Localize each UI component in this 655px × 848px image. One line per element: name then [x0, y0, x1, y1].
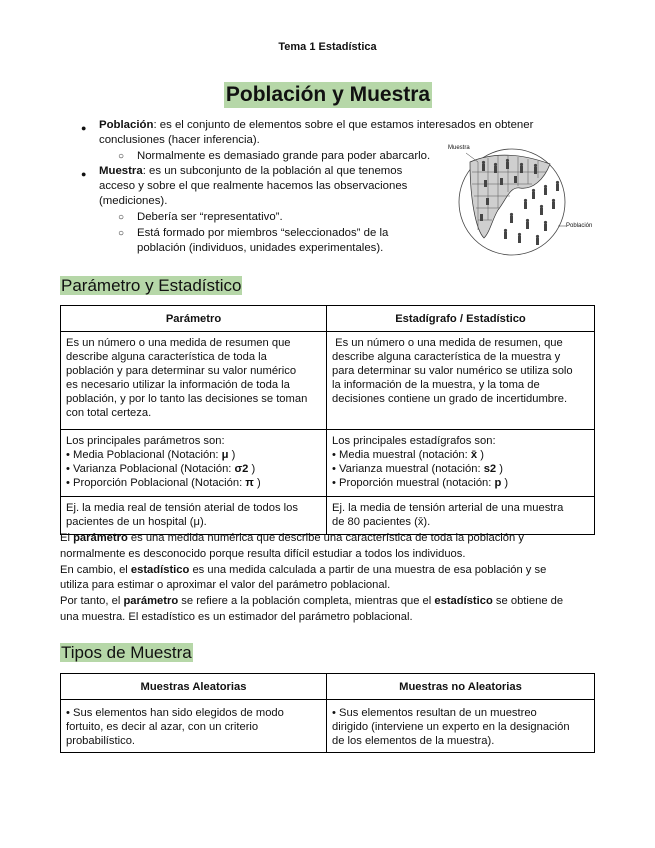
cell-line: describe alguna característica de toda la — [66, 351, 267, 363]
table-cell — [61, 497, 327, 535]
cell-line: ) — [477, 449, 484, 461]
paragraph-line — [60, 563, 605, 579]
text: se obtiene de — [492, 595, 564, 608]
paragraph-line: una muestra. El estadístico es un estimador del parámetro poblacional. — [60, 610, 413, 623]
circle-bullet-icon: ○ — [118, 151, 125, 162]
cell-line: es necesario utilizar la información de toda la — [66, 379, 290, 391]
bullet-icon: ● — [81, 123, 87, 133]
bullet-icon: ● — [81, 169, 87, 179]
cell-line: ) — [501, 477, 509, 489]
cell-line: • Media Poblacional (Notación: — [66, 449, 222, 461]
notation-symbol: π — [245, 477, 254, 489]
poblacion-text: : es el conjunto de elementos sobre el que estamos interesados en obtener — [153, 119, 534, 131]
paragraph-line — [60, 594, 605, 610]
cell-line: • Proporción muestral (notación: — [332, 477, 495, 489]
muestra-note-2a: Está formado por miembros “seleccionados” de la — [137, 227, 389, 239]
table-row — [61, 332, 595, 430]
paragraph-line — [60, 531, 605, 547]
table-row — [61, 700, 595, 753]
cell-line: • Sus elementos han sido elegidos de modo — [66, 707, 284, 719]
cell-line: Ej. la media real de tensión aterial de todos los — [66, 502, 298, 514]
circle-bullet-icon: ○ — [118, 228, 125, 239]
muestra-note-2 — [137, 226, 388, 256]
cell-line: Es un número o una medida de resumen que — [66, 337, 291, 349]
cell-line: fortuito, es decir al azar, con un criterio — [66, 721, 259, 733]
cell-line: ) — [496, 463, 503, 475]
population-sample-illustration — [448, 140, 596, 260]
muestra-text: : es un subconjunto de la población al que tenemos — [142, 165, 403, 177]
header-no-aleatorias: Muestras no Aleatorias — [327, 674, 595, 700]
population-sample-figure — [448, 140, 596, 260]
section-heading-parametro — [60, 275, 242, 297]
table-cell — [327, 497, 595, 535]
table-header-row — [61, 674, 595, 700]
cell-line: • Media muestral (notación: — [332, 449, 471, 461]
muestra-text-2: acceso y sobre el que realmente hacemos las observaciones — [99, 180, 408, 192]
section-heading-text: Parámetro y Estadístico — [61, 276, 242, 295]
cell-line: Ej. la media de tensión arterial de una muestra — [332, 502, 564, 514]
cell-line: para determinar su valor numérico se utiliza solo — [332, 365, 573, 377]
cell-line: población, y por lo tanto las decisiones se toman — [66, 393, 308, 405]
poblacion-text-2: conclusiones (hacer inferencia). — [99, 134, 260, 146]
page-title: Población y Muestra — [225, 83, 431, 106]
muestra-note-2b: población (individuos, unidades experimentales). — [137, 242, 384, 254]
cell-line: dirigido (interviene un experto en la designación — [332, 721, 570, 733]
cell-line: de los elementos de la muestra). — [332, 735, 495, 747]
muestra-note-1: Debería ser “representativo”. — [137, 211, 283, 223]
cell-line: decisiones contiene un grado de incertidumbre. — [332, 393, 568, 405]
paragraph-line: utiliza para estimar o aproximar el valor del parámetro poblacional. — [60, 579, 391, 592]
cell-line: probabilístico. — [66, 735, 136, 747]
text: En cambio, el — [60, 563, 131, 576]
cell-line: Los principales parámetros son: — [66, 435, 225, 447]
cell-line: • Sus elementos resultan de un muestreo — [332, 707, 537, 719]
notation-symbol: s2 — [483, 463, 497, 475]
paragraph-line: normalmente es desconocido porque resulta difícil estudiar a todos los individuos. — [60, 547, 466, 560]
text: es una medida calculada a partir de una muestra de esa población y se — [189, 563, 547, 576]
figure-label-muestra: Muestra — [448, 145, 470, 151]
cell-line: • Varianza muestral (notación: — [332, 463, 484, 475]
muestra-term: Muestra — [99, 165, 143, 177]
cell-line: población y para determinar su valor numérico — [66, 365, 297, 377]
document-header: Tema 1 Estadística — [278, 41, 377, 53]
muestra-definition — [99, 164, 439, 209]
header-estadistico: Estadígrafo / Estadístico — [327, 306, 595, 332]
table-cell — [61, 700, 327, 753]
text: se refiere a la población completa, mientras que el — [178, 595, 435, 608]
parametro-estadistico-table — [60, 305, 595, 535]
text: Por tanto, el — [60, 595, 124, 608]
cell-line: • Varianza Poblacional (Notación: — [66, 463, 235, 475]
cell-line: Es un número o una medida de resumen, que — [332, 337, 563, 349]
explanation-paragraph — [60, 531, 605, 626]
table-cell — [61, 332, 327, 430]
bold-term: estadístico — [434, 595, 493, 608]
cell-line: ) — [248, 463, 256, 475]
table-cell — [327, 332, 595, 430]
bold-term: parámetro — [123, 595, 179, 608]
bold-term: estadístico — [130, 563, 190, 576]
text: es una medida numérica que describe una característica de toda la población y — [127, 532, 524, 544]
poblacion-note: Normalmente es demasiado grande para poder abarcarlo. — [137, 150, 431, 162]
text: El — [60, 532, 74, 544]
table-row — [61, 497, 595, 535]
section-heading-text: Tipos de Muestra — [61, 643, 192, 662]
cell-line: Los principales estadígrafos son: — [332, 435, 496, 447]
notation-symbol: x̄ — [470, 449, 478, 461]
notation-symbol: μ — [221, 449, 229, 461]
poblacion-term: Población — [99, 119, 154, 131]
table-header-row — [61, 306, 595, 332]
bold-term: parámetro — [73, 532, 128, 544]
tipos-muestra-table — [60, 673, 595, 753]
muestra-text-3: (mediciones). — [99, 195, 168, 207]
cell-line: con total certeza. — [66, 407, 152, 419]
figure-label-poblacion: Población — [566, 223, 593, 229]
cell-line: de 80 pacientes (x̄). — [332, 516, 431, 528]
table-cell — [327, 430, 595, 497]
cell-line: ) — [228, 449, 236, 461]
cell-line: la información de la muestra, y la toma de — [332, 379, 540, 391]
cell-line: ) — [253, 477, 261, 489]
table-cell — [61, 430, 327, 497]
circle-bullet-icon: ○ — [118, 212, 125, 223]
cell-line: pacientes de un hospital (μ). — [66, 516, 207, 528]
table-row — [61, 430, 595, 497]
notation-symbol: σ2 — [234, 463, 249, 475]
table-cell — [327, 700, 595, 753]
cell-line: • Proporción Poblacional (Notación: — [66, 477, 246, 489]
section-heading-tipos — [60, 642, 193, 664]
header-parametro: Parámetro — [61, 306, 327, 332]
notation-symbol: p — [494, 477, 502, 489]
header-aleatorias: Muestras Aleatorias — [61, 674, 327, 700]
cell-line: describe alguna característica de la muestra y — [332, 351, 561, 363]
